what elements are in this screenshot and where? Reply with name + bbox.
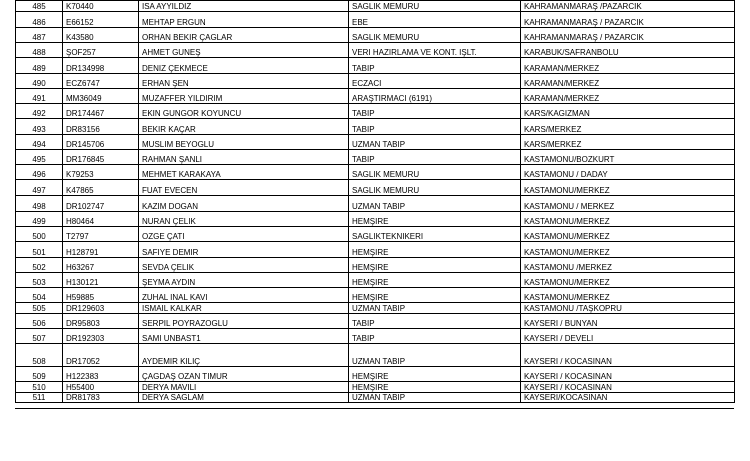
row-number-cell: 507 (16, 329, 63, 344)
table-row (16, 104, 735, 119)
registry-number-cell: K79253 (63, 165, 139, 180)
table-row (16, 344, 735, 367)
table-row (16, 135, 735, 150)
row-number-cell: 493 (16, 119, 63, 135)
table-row (16, 196, 735, 212)
registry-number-cell: K47865 (63, 180, 139, 196)
registry-number-cell: K43580 (63, 28, 139, 43)
table-row (16, 314, 735, 329)
row-number-cell: 496 (16, 165, 63, 180)
job-title-cell: UZMAN TABIP (349, 344, 521, 367)
table-row (16, 382, 735, 393)
location-cell: KASTAMONU/MERKEZ (521, 288, 735, 303)
table-row (16, 165, 735, 180)
row-number-cell: 495 (16, 150, 63, 165)
location-cell: KARS/KAGIZMAN (521, 104, 735, 119)
registry-number-cell: H80464 (63, 212, 139, 227)
full-name-cell: MEHMET KARAKAYA (139, 165, 349, 180)
location-cell: KAHRAMANMARAŞ / PAZARCIK (521, 28, 735, 43)
full-name-cell: MUZAFFER YILDIRIM (139, 89, 349, 104)
full-name-cell: SAFIYE DEMIR (139, 242, 349, 258)
row-number-cell: 485 (16, 1, 63, 12)
registry-number-cell: H122383 (63, 367, 139, 382)
table-row (16, 303, 735, 314)
full-name-cell: NURAN ÇELIK (139, 212, 349, 227)
location-cell: KASTAMONU / DADAY (521, 165, 735, 180)
row-number-cell: 504 (16, 288, 63, 303)
job-title-cell: UZMAN TABIP (349, 393, 521, 403)
table-row (16, 74, 735, 89)
location-cell: KAYSERI / BUNYAN (521, 314, 735, 329)
table-row (16, 119, 735, 135)
table-row (16, 227, 735, 242)
job-title-cell: SAGLIK MEMURU (349, 180, 521, 196)
full-name-cell: ISA AYYILDIZ (139, 1, 349, 12)
row-number-cell: 501 (16, 242, 63, 258)
row-number-cell: 490 (16, 74, 63, 89)
full-name-cell: ERHAN ŞEN (139, 74, 349, 89)
location-cell: KASTAMONU/MERKEZ (521, 273, 735, 288)
registry-number-cell: DR192303 (63, 329, 139, 344)
full-name-cell: AHMET GUNEŞ (139, 43, 349, 58)
job-title-cell: SAGLIK MEMURU (349, 165, 521, 180)
full-name-cell: RAHMAN ŞANLI (139, 150, 349, 165)
table-bottom-border (15, 408, 734, 409)
location-cell: KARAMAN/MERKEZ (521, 58, 735, 74)
registry-number-cell: DR134998 (63, 58, 139, 74)
full-name-cell: SERPIL POYRAZOGLU (139, 314, 349, 329)
job-title-cell: ARAŞTIRMACI (6191) (349, 89, 521, 104)
table-row (16, 28, 735, 43)
row-number-cell: 503 (16, 273, 63, 288)
full-name-cell: ÇAGDAŞ OZAN TIMUR (139, 367, 349, 382)
registry-number-cell: H130121 (63, 273, 139, 288)
row-number-cell: 506 (16, 314, 63, 329)
table-row (16, 12, 735, 28)
job-title-cell: HEMŞIRE (349, 288, 521, 303)
location-cell: KAYSERI / KOCASINAN (521, 382, 735, 393)
table-row (16, 367, 735, 382)
job-title-cell: HEMŞIRE (349, 273, 521, 288)
full-name-cell: MEHTAP ERGUN (139, 12, 349, 28)
location-cell: KAHRAMANMARAŞ /PAZARCIK (521, 1, 735, 12)
table-row (16, 273, 735, 288)
location-cell: KARS/MERKEZ (521, 119, 735, 135)
job-title-cell: SAGLIK MEMURU (349, 28, 521, 43)
full-name-cell: MUSLIM BEYOGLU (139, 135, 349, 150)
table-row (16, 393, 735, 403)
location-cell: KAYSERI / KOCASINAN (521, 344, 735, 367)
registry-number-cell: H128791 (63, 242, 139, 258)
row-number-cell: 492 (16, 104, 63, 119)
registry-number-cell: DR174467 (63, 104, 139, 119)
location-cell: KASTAMONU / MERKEZ (521, 196, 735, 212)
location-cell: KAYSERI/KOCASINAN (521, 393, 735, 403)
table-row (16, 43, 735, 58)
job-title-cell: VERI HAZIRLAMA VE KONT. IŞLT. (349, 43, 521, 58)
location-cell: KAHRAMANMARAŞ / PAZARCIK (521, 12, 735, 28)
row-number-cell: 494 (16, 135, 63, 150)
full-name-cell: ISMAIL KALKAR (139, 303, 349, 314)
full-name-cell: KAZIM DOGAN (139, 196, 349, 212)
location-cell: KARS/MERKEZ (521, 135, 735, 150)
row-number-cell: 505 (16, 303, 63, 314)
location-cell: KARAMAN/MERKEZ (521, 89, 735, 104)
job-title-cell: HEMŞIRE (349, 242, 521, 258)
registry-number-cell: K70440 (63, 1, 139, 12)
job-title-cell: HEMŞIRE (349, 212, 521, 227)
table-row (16, 1, 735, 12)
location-cell: KASTAMONU/MERKEZ (521, 180, 735, 196)
registry-number-cell: DR176845 (63, 150, 139, 165)
table-row (16, 258, 735, 273)
location-cell: KASTAMONU /TAŞKOPRU (521, 303, 735, 314)
row-number-cell: 487 (16, 28, 63, 43)
registry-number-cell: ŞOF257 (63, 43, 139, 58)
table-row (16, 212, 735, 227)
row-number-cell: 510 (16, 382, 63, 393)
personnel-table (15, 0, 735, 403)
full-name-cell: DENIZ ÇEKMECE (139, 58, 349, 74)
location-cell: KASTAMONU/MERKEZ (521, 212, 735, 227)
location-cell: KARABUK/SAFRANBOLU (521, 43, 735, 58)
full-name-cell: DERYA SAGLAM (139, 393, 349, 403)
registry-number-cell: DR17052 (63, 344, 139, 367)
row-number-cell: 502 (16, 258, 63, 273)
table-row (16, 288, 735, 303)
full-name-cell: ORHAN BEKIR ÇAGLAR (139, 28, 349, 43)
job-title-cell: UZMAN TABIP (349, 135, 521, 150)
location-cell: KASTAMONU/BOZKURT (521, 150, 735, 165)
registry-number-cell: MM36049 (63, 89, 139, 104)
registry-number-cell: DR145706 (63, 135, 139, 150)
job-title-cell: TABIP (349, 150, 521, 165)
job-title-cell: SAGLIK MEMURU (349, 1, 521, 12)
job-title-cell: TABIP (349, 119, 521, 135)
registry-number-cell: ECZ6747 (63, 74, 139, 89)
registry-number-cell: DR95803 (63, 314, 139, 329)
row-number-cell: 509 (16, 367, 63, 382)
full-name-cell: FUAT EVECEN (139, 180, 349, 196)
row-number-cell: 499 (16, 212, 63, 227)
location-cell: KAYSERI / DEVELI (521, 329, 735, 344)
registry-number-cell: H55400 (63, 382, 139, 393)
registry-number-cell: E66152 (63, 12, 139, 28)
row-number-cell: 511 (16, 393, 63, 403)
job-title-cell: ECZACI (349, 74, 521, 89)
row-number-cell: 508 (16, 344, 63, 367)
table-row (16, 58, 735, 74)
table-row (16, 150, 735, 165)
table-row (16, 180, 735, 196)
table-body (16, 1, 735, 403)
job-title-cell: HEMŞIRE (349, 382, 521, 393)
row-number-cell: 498 (16, 196, 63, 212)
full-name-cell: AYDEMIR KILIÇ (139, 344, 349, 367)
job-title-cell: SAGLIKTEKNIKERI (349, 227, 521, 242)
location-cell: KASTAMONU /MERKEZ (521, 258, 735, 273)
job-title-cell: TABIP (349, 58, 521, 74)
row-number-cell: 489 (16, 58, 63, 74)
full-name-cell: SEVDA ÇELIK (139, 258, 349, 273)
job-title-cell: UZMAN TABIP (349, 196, 521, 212)
registry-number-cell: H63267 (63, 258, 139, 273)
job-title-cell: TABIP (349, 329, 521, 344)
job-title-cell: UZMAN TABIP (349, 303, 521, 314)
row-number-cell: 486 (16, 12, 63, 28)
job-title-cell: HEMŞIRE (349, 258, 521, 273)
location-cell: KAYSERI / KOCASINAN (521, 367, 735, 382)
full-name-cell: OZGE ÇATI (139, 227, 349, 242)
registry-number-cell: H59885 (63, 288, 139, 303)
registry-number-cell: DR83156 (63, 119, 139, 135)
job-title-cell: TABIP (349, 314, 521, 329)
location-cell: KASTAMONU/MERKEZ (521, 227, 735, 242)
full-name-cell: ŞEYMA AYDIN (139, 273, 349, 288)
full-name-cell: DERYA MAVILI (139, 382, 349, 393)
registry-number-cell: DR81783 (63, 393, 139, 403)
location-cell: KARAMAN/MERKEZ (521, 74, 735, 89)
table-row (16, 89, 735, 104)
full-name-cell: SAMI UNBAST1 (139, 329, 349, 344)
location-cell: KASTAMONU/MERKEZ (521, 242, 735, 258)
registry-number-cell: DR129603 (63, 303, 139, 314)
full-name-cell: EKIN GUNGOR KOYUNCU (139, 104, 349, 119)
job-title-cell: TABIP (349, 104, 521, 119)
row-number-cell: 491 (16, 89, 63, 104)
full-name-cell: BEKIR KAÇAR (139, 119, 349, 135)
job-title-cell: HEMŞIRE (349, 367, 521, 382)
full-name-cell: ZUHAL INAL KAVI (139, 288, 349, 303)
row-number-cell: 500 (16, 227, 63, 242)
table-row (16, 329, 735, 344)
table-row (16, 242, 735, 258)
job-title-cell: EBE (349, 12, 521, 28)
registry-number-cell: T2797 (63, 227, 139, 242)
registry-number-cell: DR102747 (63, 196, 139, 212)
row-number-cell: 488 (16, 43, 63, 58)
row-number-cell: 497 (16, 180, 63, 196)
